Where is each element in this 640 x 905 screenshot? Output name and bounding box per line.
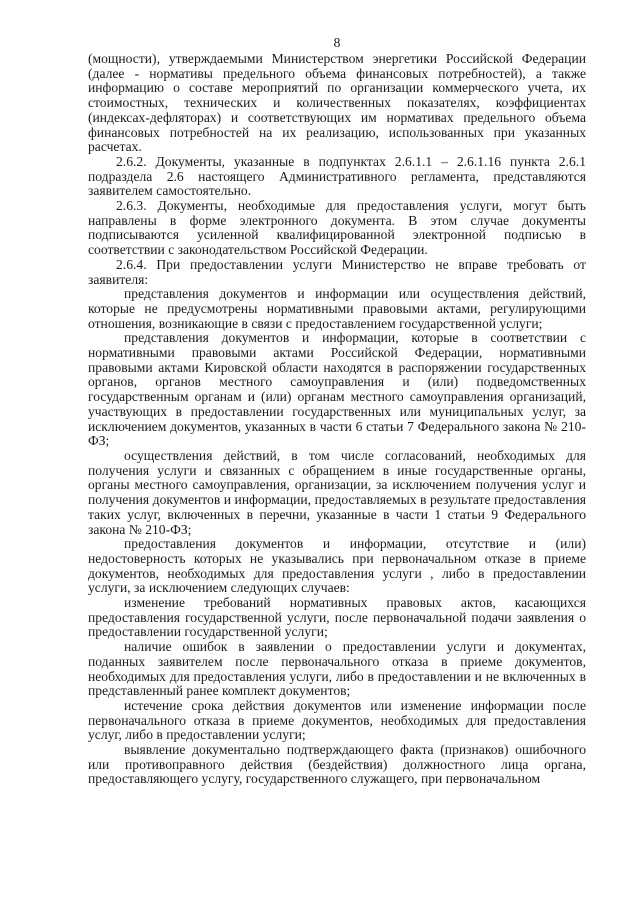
document-page [88, 36, 586, 896]
exception-requirements-change: изменение требований нормативных правовых актов, касающихся предоставления государственной услуги, после первоначальной подачи заявления о предоставлении государственной услуги; [88, 595, 586, 640]
paragraph-2-6-3: 2.6.3. Документы, необходимые для предоставления услуги, могут быть направлены в форме электронного документа. В этом случае документы подписываются усиленной квалифицированной электронной подписью в соответствии с законодательством Российской Федерации. [88, 198, 586, 258]
exception-expiry: истечение срока действия документов или изменение информации после первоначального отказа в приеме документов, необходимых для предоставления услуг, либо в предоставлении услуги; [88, 697, 586, 743]
page-number: 8 [333, 35, 341, 50]
list-item-missing-documents: предоставления документов и информации, отсутствие и (или) недостоверность которых не указывались при первоначальном отказе в приеме документов, необходимых для предоставления услуги , либо в предоставлении услуги, за исключением следующих случаев: [88, 536, 586, 596]
exception-errors: наличие ошибок в заявлении о предоставлении услуги и документах, поданных заявителем после первоначального отказа в приеме документов, необходимых для предоставления услуги, либо в предоставлении и не включенных в представленный ранее комплект документов; [88, 639, 586, 699]
list-item-approvals: осуществления действий, в том числе согласований, необходимых для получения услуги и связанных с обращением в иные государственные органы, органы местного самоуправления, организации, за исключением получения услуг и получения документов и информации, предоставляемых в результате предоставления таких услуг, включенных в перечни, указанные в части 1 статьи 9 Федерального закона № 210-ФЗ; [88, 447, 586, 537]
exception-misconduct: выявление документально подтверждающего факта (признаков) ошибочного или противоправного действия (бездействия) должностного лица органа, предоставляющего услугу, государственного служащего, при первоначальном [88, 742, 586, 787]
paragraph-2-6-4: 2.6.4. При предоставлении услуги Министерство не вправе требовать от заявителя: [88, 256, 586, 287]
list-item-actions-not-required: представления документов и информации или осуществления действий, которые не предусмотрены нормативными правовыми актами, регулирующими отношения, возникающие в связи с предоставлением государственной услуги; [88, 286, 586, 331]
paragraph-2-6-2: 2.6.2. Документы, указанные в подпунктах 2.6.1.1 – 2.6.1.16 пункта 2.6.1 подраздела 2.6 настоящего Административного регламента, представляются заявителем самостоятельно. [88, 153, 586, 199]
paragraph-continuation: (мощности), утверждаемыми Министерством энергетики Российской Федерации (далее - нормативы предельного объема финансовых потребностей), а также информацию о составе мероприятий по организации коммерческого учета, их стоимостных, технических и количественных показателях, коэффициентах (индексах-дефляторах) и соответствующих им нормативах предельного объема финансовых потребностей на их реализацию, использованных при указанных расчетах. [88, 51, 586, 155]
document-body [88, 52, 586, 787]
list-item-documents-in-possession: представления документов и информации, которые в соответствии с нормативными правовыми актами Российской Федерации, нормативными правовыми актами Кировской области находятся в распоряжении государственных органов, органов местного самоуправления и (или) подведомственных государственным органам и (или) органам местного самоуправления организаций, участвующих в предоставлении государственных или муниципальных услуг, за исключением документов, указанных в части 6 статьи 7 Федерального закона № 210-ФЗ; [88, 330, 586, 449]
